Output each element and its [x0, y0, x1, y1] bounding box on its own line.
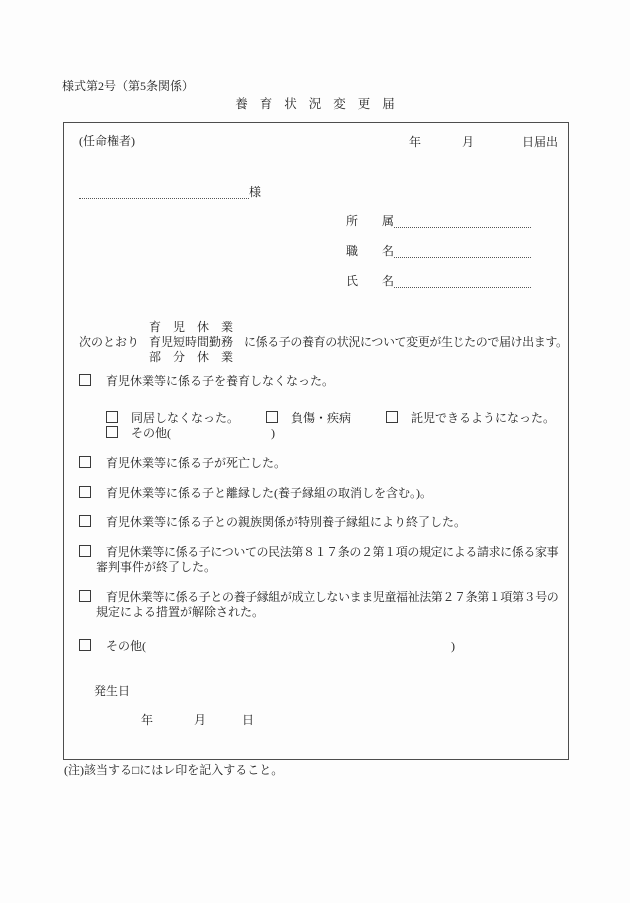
sub-checkbox-item — [106, 411, 239, 426]
occurrence-year-label: 年 — [141, 713, 154, 727]
submit-month-label: 月 — [462, 135, 475, 149]
checkbox-icon[interactable] — [79, 515, 91, 527]
occurrence-day-label: 日 — [242, 713, 255, 727]
sub-checkbox-item — [266, 411, 351, 426]
leave-type-option-bubun-kyugyo: 部 分 休 業 — [149, 350, 234, 364]
checkbox-icon[interactable] — [79, 545, 91, 557]
checkbox-item — [79, 639, 146, 654]
sub-checkbox-item — [106, 426, 171, 441]
position-label: 職 名 — [346, 244, 395, 258]
affiliation-label: 所 属 — [346, 214, 395, 228]
sub-checkbox-label: その他( — [131, 426, 171, 440]
name-field[interactable] — [394, 275, 531, 288]
sub-checkbox-label: 同居しなくなった。 — [131, 411, 240, 425]
submit-day-label: 日届出 — [522, 135, 559, 149]
footnote: (注)該当する□にはレ印を記入すること。 — [64, 763, 284, 777]
checkbox-icon[interactable] — [79, 374, 91, 386]
checkbox-icon[interactable] — [79, 486, 91, 498]
checkbox-icon[interactable] — [266, 411, 278, 423]
checkbox-icon[interactable] — [79, 639, 91, 651]
sub-other-close-paren: ) — [271, 426, 275, 440]
checkbox-item-label: 育児休業等に係る子についての民法第８１７条の２第１項の規定による請求に係る家事 — [106, 545, 559, 559]
other-close-paren: ) — [451, 639, 455, 653]
form-title: 養育状況変更届 — [235, 97, 407, 111]
checkbox-icon[interactable] — [79, 590, 91, 602]
addressee-field[interactable] — [79, 186, 249, 199]
position-row — [346, 244, 531, 259]
checkbox-item — [79, 545, 558, 560]
checkbox-icon[interactable] — [79, 456, 91, 468]
form-number: 様式第2号（第5条関係） — [62, 79, 195, 93]
sub-checkbox-label: 託児できるようになった。 — [411, 411, 556, 425]
submit-year-label: 年 — [409, 135, 422, 149]
checkbox-item-label-wrap: 審判事件が終了した。 — [96, 560, 217, 574]
checkbox-item-label: 育児休業等に係る子が死亡した。 — [106, 456, 287, 470]
checkbox-item — [79, 590, 558, 605]
occurrence-date-line — [141, 713, 254, 728]
affiliation-row — [346, 214, 531, 229]
occurrence-date-label: 発生日 — [94, 684, 131, 698]
checkbox-item-label-wrap: 規定による措置が解除された。 — [96, 605, 265, 619]
checkbox-icon[interactable] — [106, 411, 118, 423]
affiliation-field[interactable] — [394, 215, 531, 228]
leave-type-option-tanjikan: 育児短時間勤務 — [149, 335, 234, 349]
sub-checkbox-item — [386, 411, 555, 426]
addressee-line — [79, 185, 261, 200]
name-label: 氏 名 — [346, 274, 395, 288]
checkbox-item-label: 育児休業等に係る子との親族関係が特別養子縁組により終了した。 — [106, 515, 467, 529]
occurrence-month-label: 月 — [194, 713, 207, 727]
checkbox-icon[interactable] — [386, 411, 398, 423]
name-row — [346, 274, 531, 289]
checkbox-icon[interactable] — [106, 426, 118, 438]
checkbox-item-label: 育児休業等に係る子と離縁した(養子縁組の取消しを含む。)。 — [106, 486, 432, 500]
checkbox-item — [79, 515, 466, 530]
checkbox-item-label: 育児休業等に係る子を養育しなくなった。 — [106, 374, 335, 388]
checkbox-item-label: その他( — [106, 639, 146, 653]
submission-date-line — [409, 135, 558, 150]
main-box — [63, 122, 569, 760]
position-field[interactable] — [394, 245, 531, 258]
leave-type-option-ikuji-kyugyo: 育 児 休 業 — [149, 320, 234, 334]
checkbox-item — [79, 456, 286, 471]
declaration-suffix: に係る子の養育の状況について変更が生じたので届け出ます。 — [244, 335, 568, 349]
appointer-label: (任命権者) — [79, 134, 135, 148]
checkbox-item — [79, 374, 334, 389]
checkbox-item — [79, 486, 432, 501]
declaration-prefix: 次のとおり — [79, 335, 140, 349]
sub-checkbox-label: 負傷・疾病 — [291, 411, 352, 425]
addressee-suffix: 様 — [249, 185, 262, 199]
checkbox-item-label: 育児休業等に係る子との養子縁組が成立しないまま児童福祉法第２７条第１項第３号の — [106, 590, 559, 604]
